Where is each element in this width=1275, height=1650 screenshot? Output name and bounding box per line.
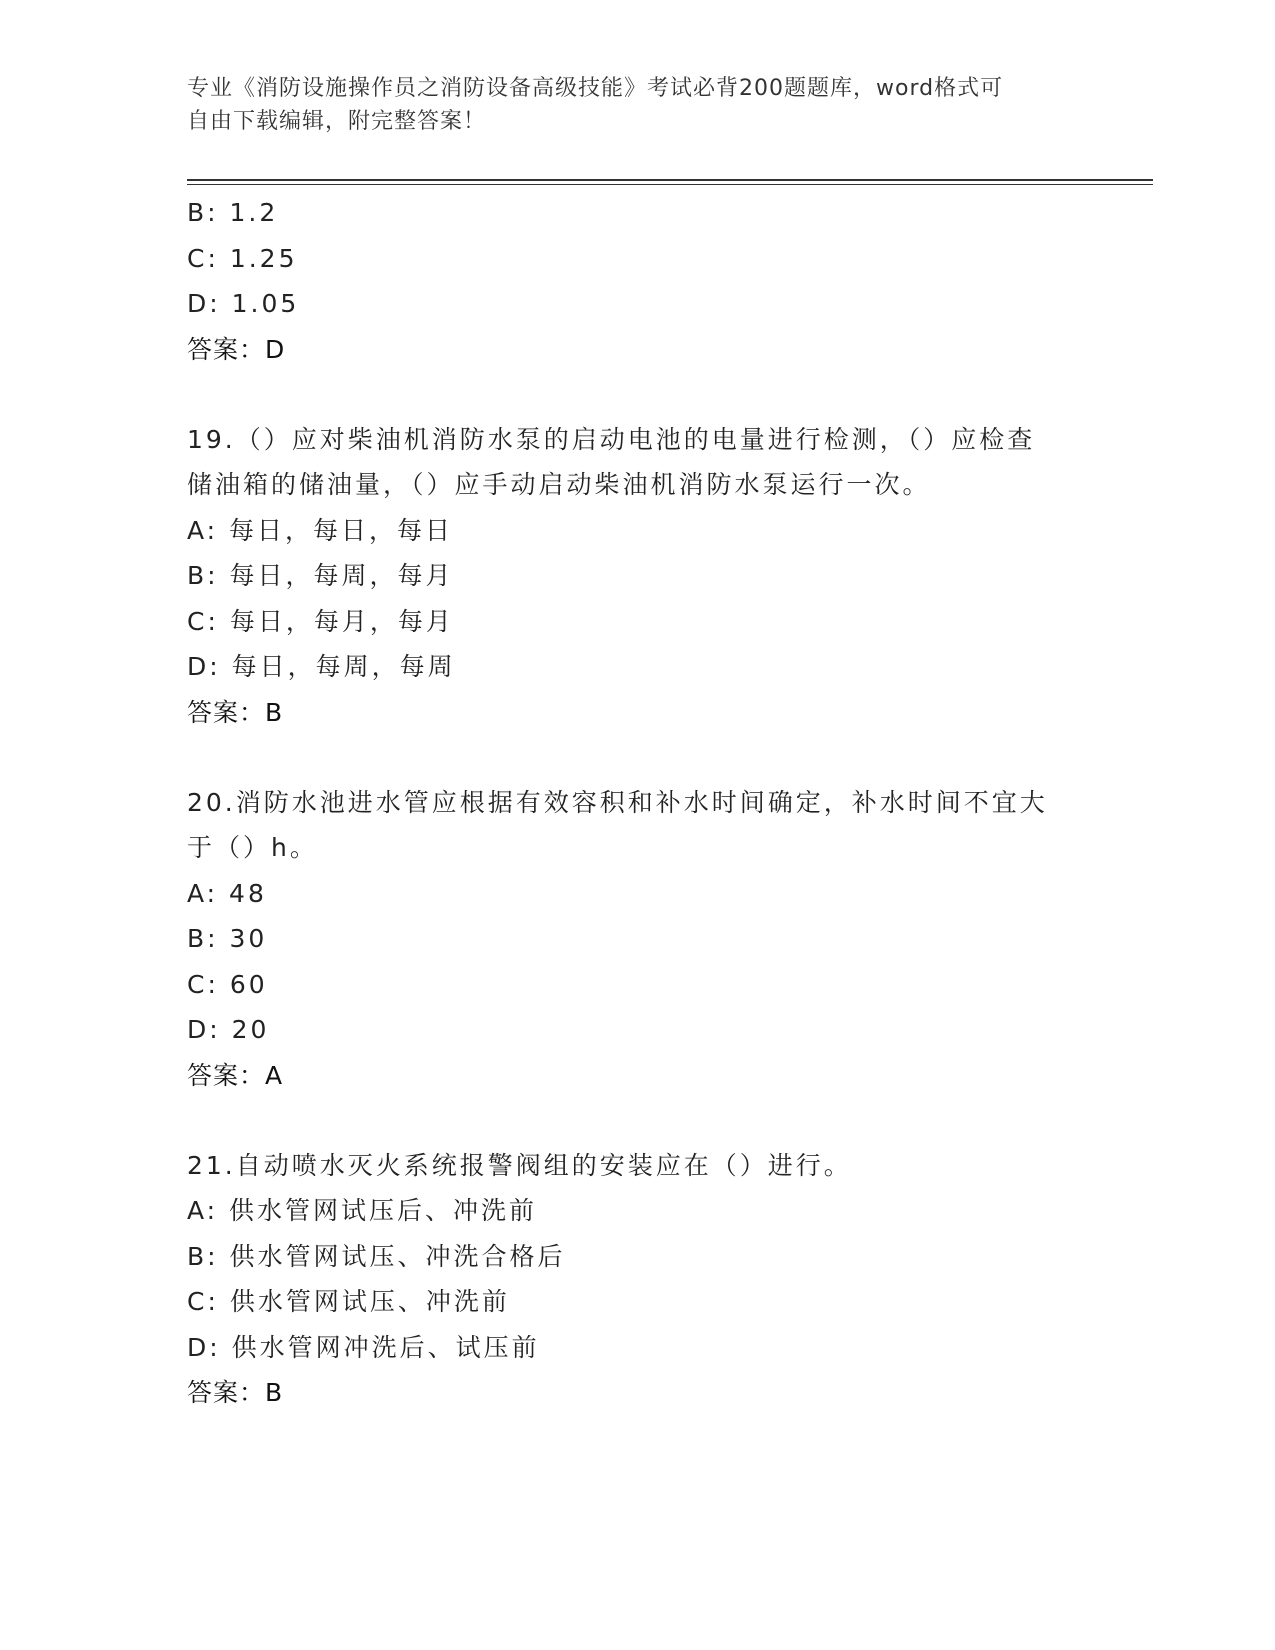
option-c: C: 供水管网试压、冲洗前 — [187, 1287, 510, 1316]
header-line-1: 专业《消防设施操作员之消防设备高级技能》考试必背200题题库，word格式可 — [187, 76, 1004, 101]
answer-label: 答案：A — [187, 1060, 284, 1090]
option-a: A: 每日，每日，每日 — [187, 515, 454, 545]
answer-label: 答案：B — [187, 697, 284, 727]
option-b: B: 供水管网试压、冲洗合格后 — [187, 1241, 566, 1271]
question-stem: 储油箱的储油量，（）应手动启动柴油机消防水泵运行一次。 — [187, 470, 931, 499]
option-c: C: 每日，每月，每月 — [187, 606, 454, 636]
option-d: D: 20 — [187, 1015, 270, 1044]
option-d: D: 供水管网冲洗后、试压前 — [187, 1332, 540, 1362]
option-d: D: 每日，每周，每周 — [187, 652, 456, 681]
question-stem: 于（）h。 — [187, 833, 318, 862]
header-divider-thick — [187, 179, 1153, 181]
option-a: A: 供水管网试压后、冲洗前 — [187, 1196, 538, 1225]
option-a: A: 48 — [187, 878, 267, 908]
option-d: D: 1.05 — [187, 289, 300, 318]
option-b: B: 1.2 — [187, 198, 279, 227]
header-line-2: 自由下载编辑，附完整答案！ — [187, 109, 487, 134]
question-stem: 21.自动喷水灭火系统报警阀组的安装应在（）进行。 — [187, 1150, 852, 1180]
answer-label: 答案：D — [187, 334, 286, 364]
option-c: C: 1.25 — [187, 243, 298, 273]
option-c: C: 60 — [187, 969, 268, 999]
question-18-continued — [187, 190, 1087, 373]
question-19 — [187, 417, 1087, 736]
question-list — [187, 190, 1087, 1416]
question-stem: 19.（）应对柴油机消防水泵的启动电池的电量进行检测，（）应检查 — [187, 424, 1036, 454]
header-divider-thin — [187, 184, 1153, 185]
option-b: B: 30 — [187, 924, 268, 953]
answer-label: 答案：B — [187, 1378, 284, 1407]
question-21 — [187, 1143, 1087, 1417]
question-stem: 20.消防水池进水管应根据有效容积和补水时间确定，补水时间不宜大 — [187, 787, 1048, 817]
document-header — [187, 72, 1067, 138]
question-20 — [187, 780, 1087, 1099]
option-b: B: 每日，每周，每月 — [187, 561, 454, 590]
